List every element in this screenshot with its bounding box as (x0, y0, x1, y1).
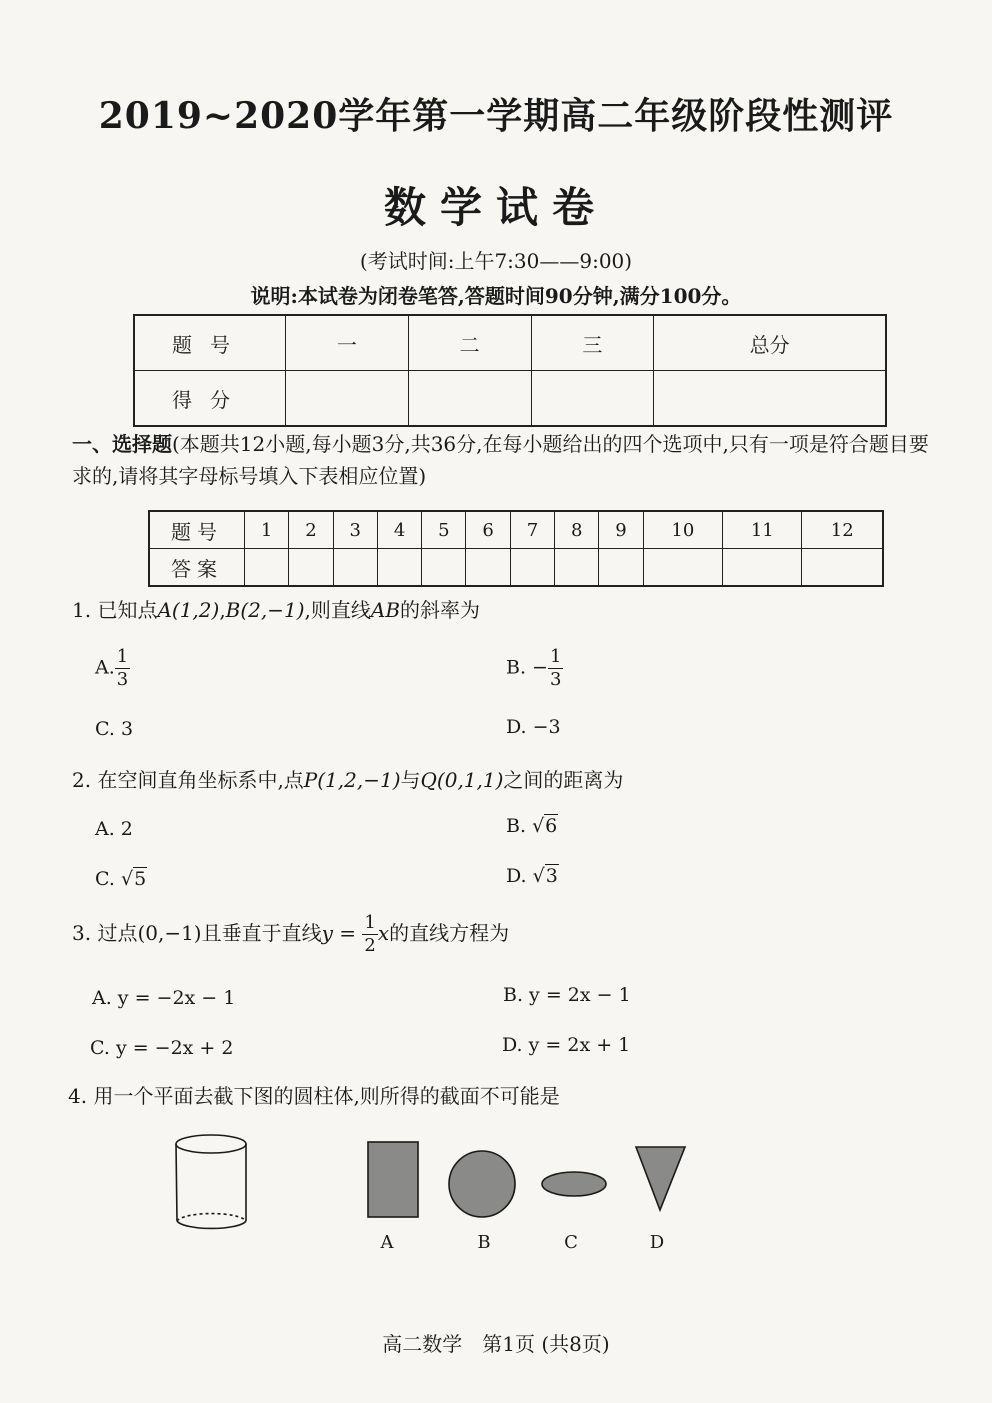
score-col: 一 (286, 315, 409, 371)
score-col: 二 (408, 315, 531, 371)
q3-option-c: C. y = −2x + 2 (90, 1037, 234, 1059)
answer-cell (466, 549, 510, 587)
fraction (362, 912, 377, 957)
q3-y-eq: y = (321, 921, 357, 945)
answer-table (148, 510, 884, 587)
score-cell (654, 371, 886, 427)
q1-option-c: C. 3 (95, 718, 134, 740)
figure-label-c: C (564, 1232, 578, 1253)
page-footer: 高二数学 第1页 (共8页) (382, 1332, 610, 1356)
cylinder-top (176, 1135, 246, 1153)
subject-title: 数学试卷 (383, 183, 608, 232)
score-col: 总分 (654, 315, 886, 371)
answer-cell (422, 549, 466, 587)
q2-prefix: 2. 在空间直角坐标系中,点 (72, 768, 304, 792)
answer-row-label: 题号 (149, 511, 245, 549)
q1-suffix: 的斜率为 (400, 598, 481, 622)
q3-option-a: A. y = −2x − 1 (92, 987, 236, 1009)
answer-number: 6 (466, 511, 510, 549)
answer-number: 7 (510, 511, 554, 549)
q1-mid: ,则直线 (304, 598, 371, 622)
figure-label-b: B (477, 1232, 491, 1253)
question-1 (72, 594, 480, 623)
q2-option-c (95, 868, 147, 890)
section1-description: (本题共12小题,每小题3分,共36分,在每小题给出的四个选项中,只有一项是符合题目要求的,请将其字母标号填入下表相应位置) (72, 432, 929, 488)
q2-option-d (506, 865, 559, 887)
numerator: 1 (364, 912, 376, 933)
score-cell (408, 371, 531, 427)
answer-number: 1 (245, 511, 289, 549)
section1-title: 一、选择题 (72, 432, 172, 456)
score-table-header-row (134, 315, 886, 371)
q2-point-p: P(1,2,−1) (303, 768, 401, 792)
q1-point-b: B(2,−1) (225, 598, 305, 622)
exam-title: 2019~2020学年第一学期高二年级阶段性测评 (98, 95, 894, 137)
q3-option-d: D. y = 2x + 1 (502, 1034, 631, 1056)
option-label: D. (506, 865, 527, 887)
sqrt: √6 (532, 815, 558, 837)
answer-cell (510, 549, 554, 587)
score-row-label: 得分 (134, 371, 286, 427)
cylinder-bottom-back (177, 1214, 246, 1221)
answer-number-row (149, 511, 883, 549)
q2-point-q: Q(0,1,1) (420, 768, 504, 792)
denominator: 3 (549, 669, 562, 690)
score-cell (286, 371, 409, 427)
q2-mid: 与 (400, 768, 421, 792)
section-rectangle (368, 1142, 418, 1217)
question-2 (72, 764, 623, 793)
q1-option-d: D. −3 (506, 716, 561, 738)
score-row-label: 题号 (134, 315, 286, 371)
q3-prefix: 3. 过点(0,−1)且垂直于直线 (72, 921, 322, 945)
cylinder-figure (176, 1135, 246, 1228)
answer-row-label: 答案 (149, 549, 245, 587)
answer-cell (289, 549, 333, 587)
answer-number: 2 (289, 511, 333, 549)
answer-number: 8 (555, 511, 599, 549)
answer-number: 12 (802, 511, 883, 549)
q1-option-a (95, 646, 130, 691)
numerator: 1 (116, 646, 129, 667)
answer-number: 4 (377, 511, 421, 549)
fraction (115, 646, 130, 691)
sqrt: √5 (120, 868, 147, 890)
numerator: 1 (549, 646, 562, 667)
section1-heading (72, 428, 932, 492)
denominator: 3 (116, 669, 129, 690)
answer-cell (377, 549, 421, 587)
section-circle (449, 1151, 515, 1217)
q2-suffix: 之间的距离为 (503, 768, 624, 792)
q1-point-a: A(1,2) (157, 598, 220, 622)
cylinder-side-left (176, 1144, 177, 1221)
option-label: B. (506, 815, 527, 837)
option-label: A. (95, 656, 115, 679)
radicand: 3 (545, 865, 558, 887)
q3-suffix: 的直线方程为 (389, 921, 510, 945)
question-3 (72, 912, 509, 957)
answer-cell (555, 549, 599, 587)
answer-cell (802, 549, 883, 587)
fraction (548, 646, 563, 691)
q2-option-b (506, 815, 558, 837)
denominator: 2 (364, 935, 376, 956)
answer-number: 5 (422, 511, 466, 549)
radicand: 6 (545, 815, 558, 837)
radicand: 5 (134, 868, 147, 890)
sqrt: √3 (532, 865, 558, 887)
q2-option-a: A. 2 (95, 818, 133, 840)
answer-row (149, 549, 883, 587)
figure-label-a: A (380, 1232, 394, 1253)
score-table (133, 314, 887, 427)
option-label: B. − (506, 656, 548, 679)
answer-cell (245, 549, 289, 587)
q3-x: x (377, 921, 390, 945)
answer-cell (723, 549, 802, 587)
answer-cell (643, 549, 722, 587)
score-cell (531, 371, 654, 427)
score-col: 三 (531, 315, 654, 371)
q3-option-b: B. y = 2x − 1 (503, 984, 631, 1006)
section-triangle (636, 1147, 685, 1210)
section-ellipse (542, 1172, 606, 1196)
q1-prefix: 1. 已知点 (72, 598, 158, 622)
q1-option-b (506, 646, 563, 691)
figure-label-d: D (649, 1232, 665, 1253)
answer-number: 3 (333, 511, 377, 549)
answer-cell (599, 549, 643, 587)
exam-time: (考试时间:上午7:30——9:00) (359, 249, 633, 273)
answer-number: 9 (599, 511, 643, 549)
answer-number: 11 (723, 511, 802, 549)
answer-number: 10 (643, 511, 722, 549)
instructions: 说明:本试卷为闭卷笔答,答题时间90分钟,满分100分。 (250, 284, 742, 308)
question-4: 4. 用一个平面去截下图的圆柱体,则所得的截面不可能是 (68, 1084, 560, 1108)
option-label: C. (95, 868, 115, 890)
cylinder-bottom-front (177, 1221, 246, 1228)
score-table-score-row (134, 371, 886, 427)
q1-line: AB (370, 598, 401, 622)
q1-sep: , (219, 598, 226, 622)
answer-cell (333, 549, 377, 587)
